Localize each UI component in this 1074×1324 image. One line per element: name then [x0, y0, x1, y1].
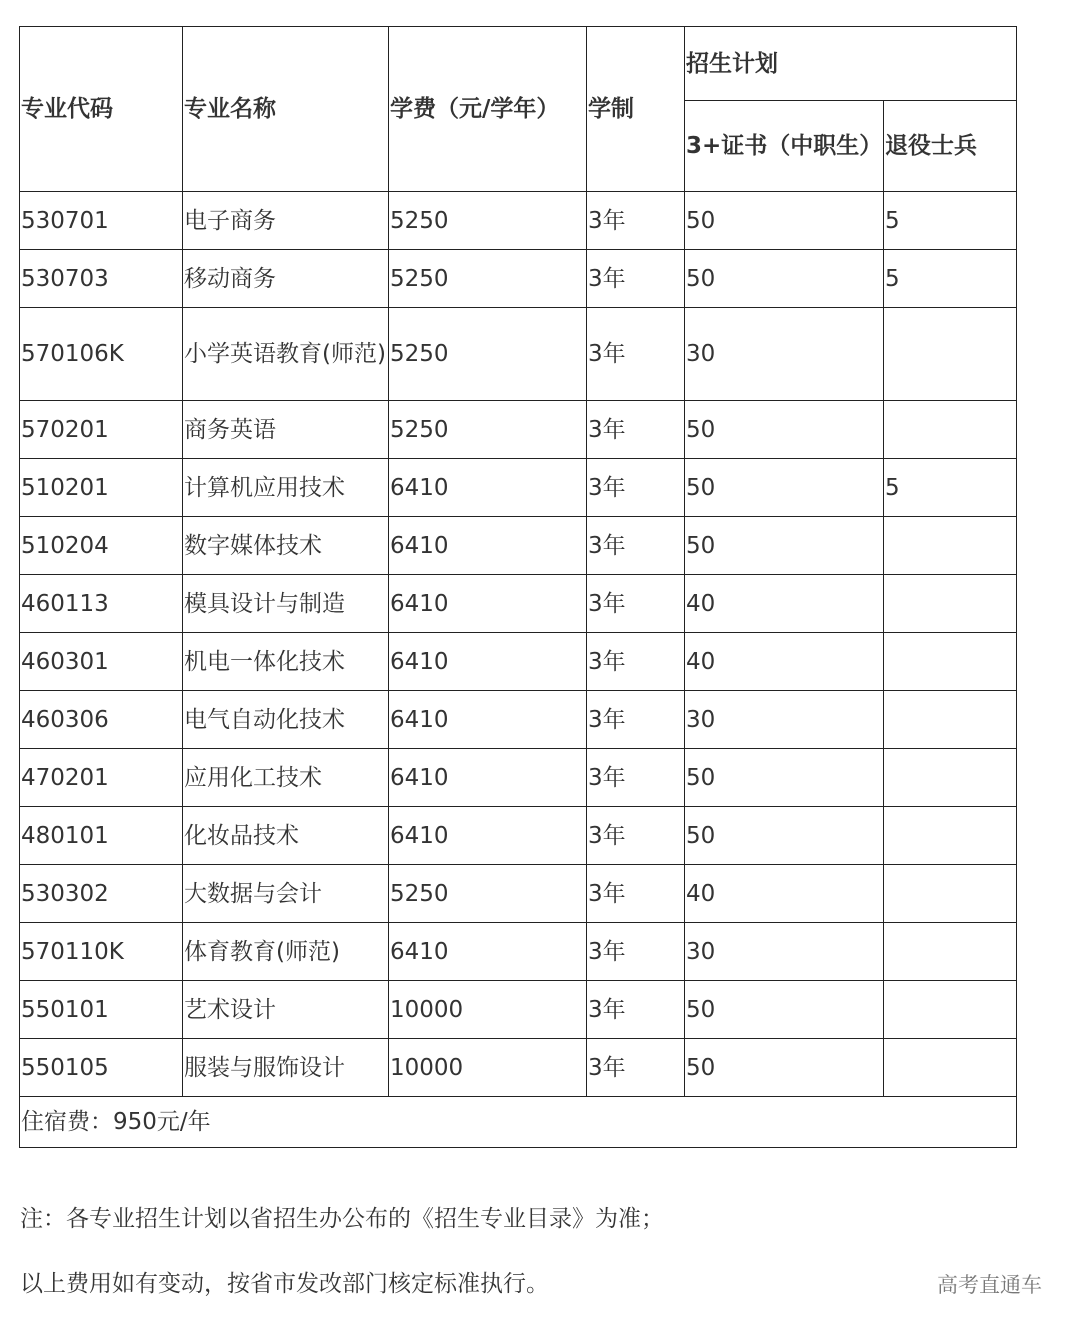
cell-fee: 5250: [389, 192, 587, 250]
cell-veteran: [884, 691, 1017, 749]
table-row: [20, 192, 1017, 250]
cell-veteran: [884, 633, 1017, 691]
cell-name: 艺术设计: [183, 981, 389, 1039]
table-row: [20, 308, 1017, 401]
cell-veteran: [884, 575, 1017, 633]
cell-vocational: 50: [685, 250, 884, 308]
header-duration: 学制: [587, 27, 685, 192]
cell-duration: 3年: [587, 923, 685, 981]
header-plan: 招生计划: [685, 27, 1017, 101]
cell-fee: 6410: [389, 691, 587, 749]
header-plan-vocational: 3+证书（中职生）: [685, 101, 884, 192]
cell-fee: 5250: [389, 865, 587, 923]
cell-code: 460306: [20, 691, 183, 749]
cell-code: 460113: [20, 575, 183, 633]
cell-name: 服装与服饰设计: [183, 1039, 389, 1097]
cell-name: 体育教育(师范): [183, 923, 389, 981]
cell-fee: 5250: [389, 308, 587, 401]
table-row: [20, 807, 1017, 865]
table-row: [20, 459, 1017, 517]
cell-veteran: [884, 981, 1017, 1039]
cell-name: 移动商务: [183, 250, 389, 308]
cell-vocational: 50: [685, 459, 884, 517]
cell-fee: 6410: [389, 633, 587, 691]
header-code: 专业代码: [20, 27, 183, 192]
cell-duration: 3年: [587, 575, 685, 633]
table-row: [20, 250, 1017, 308]
cell-fee: 6410: [389, 807, 587, 865]
cell-duration: 3年: [587, 459, 685, 517]
cell-duration: 3年: [587, 250, 685, 308]
cell-veteran: [884, 1039, 1017, 1097]
cell-code: 530302: [20, 865, 183, 923]
cell-duration: 3年: [587, 401, 685, 459]
cell-name: 机电一体化技术: [183, 633, 389, 691]
cell-duration: 3年: [587, 308, 685, 401]
cell-name: 化妆品技术: [183, 807, 389, 865]
header-name: 专业名称: [183, 27, 389, 192]
cell-veteran: [884, 865, 1017, 923]
cell-fee: 10000: [389, 981, 587, 1039]
cell-fee: 6410: [389, 923, 587, 981]
cell-vocational: 50: [685, 807, 884, 865]
cell-name: 电子商务: [183, 192, 389, 250]
cell-fee: 6410: [389, 459, 587, 517]
cell-veteran: [884, 749, 1017, 807]
cell-name: 应用化工技术: [183, 749, 389, 807]
cell-vocational: 50: [685, 517, 884, 575]
cell-code: 530703: [20, 250, 183, 308]
table-row: [20, 981, 1017, 1039]
cell-vocational: 50: [685, 981, 884, 1039]
cell-code: 570201: [20, 401, 183, 459]
cell-code: 470201: [20, 749, 183, 807]
cell-veteran: [884, 807, 1017, 865]
cell-code: 460301: [20, 633, 183, 691]
table-row: [20, 517, 1017, 575]
cell-veteran: [884, 923, 1017, 981]
cell-duration: 3年: [587, 633, 685, 691]
cell-name: 数字媒体技术: [183, 517, 389, 575]
table-row: [20, 749, 1017, 807]
cell-veteran: 5: [884, 192, 1017, 250]
cell-duration: 3年: [587, 807, 685, 865]
cell-fee: 6410: [389, 517, 587, 575]
cell-vocational: 30: [685, 691, 884, 749]
cell-code: 530701: [20, 192, 183, 250]
cell-name: 电气自动化技术: [183, 691, 389, 749]
cell-vocational: 40: [685, 865, 884, 923]
note-fee-change: 以上费用如有变动，按省市发改部门核定标准执行。: [20, 1271, 549, 1297]
cell-code: 510204: [20, 517, 183, 575]
cell-vocational: 50: [685, 749, 884, 807]
cell-veteran: [884, 517, 1017, 575]
cell-fee: 5250: [389, 250, 587, 308]
cell-vocational: 50: [685, 401, 884, 459]
cell-code: 480101: [20, 807, 183, 865]
cell-duration: 3年: [587, 517, 685, 575]
cell-name: 模具设计与制造: [183, 575, 389, 633]
table-row: [20, 865, 1017, 923]
table-body: [20, 192, 1017, 1097]
cell-duration: 3年: [587, 865, 685, 923]
cell-code: 550101: [20, 981, 183, 1039]
cell-code: 510201: [20, 459, 183, 517]
cell-fee: 10000: [389, 1039, 587, 1097]
cell-code: 570110K: [20, 923, 183, 981]
cell-vocational: 40: [685, 575, 884, 633]
table-row: [20, 633, 1017, 691]
cell-vocational: 40: [685, 633, 884, 691]
cell-duration: 3年: [587, 192, 685, 250]
cell-name: 小学英语教育(师范): [183, 308, 389, 401]
cell-name: 大数据与会计: [183, 865, 389, 923]
cell-fee: 6410: [389, 575, 587, 633]
table-row: [20, 691, 1017, 749]
cell-duration: 3年: [587, 749, 685, 807]
cell-vocational: 30: [685, 308, 884, 401]
table-row: [20, 575, 1017, 633]
cell-vocational: 50: [685, 1039, 884, 1097]
cell-code: 570106K: [20, 308, 183, 401]
cell-fee: 6410: [389, 749, 587, 807]
header-fee: 学费（元/学年）: [389, 27, 587, 192]
cell-name: 商务英语: [183, 401, 389, 459]
cell-duration: 3年: [587, 1039, 685, 1097]
note-enrollment-plan: 注：各专业招生计划以省招生办公布的《招生专业目录》为准；: [20, 1206, 664, 1232]
cell-vocational: 30: [685, 923, 884, 981]
table-row: [20, 401, 1017, 459]
cell-veteran: [884, 401, 1017, 459]
table-row: [20, 1039, 1017, 1097]
cell-fee: 5250: [389, 401, 587, 459]
cell-veteran: 5: [884, 459, 1017, 517]
cell-name: 计算机应用技术: [183, 459, 389, 517]
accommodation-fee: 住宿费：950元/年: [20, 1097, 1017, 1148]
table-row: [20, 923, 1017, 981]
watermark-text: 高考直通车: [937, 1273, 1042, 1297]
cell-code: 550105: [20, 1039, 183, 1097]
header-plan-veteran: 退役士兵: [884, 101, 1017, 192]
cell-duration: 3年: [587, 691, 685, 749]
cell-veteran: 5: [884, 250, 1017, 308]
cell-veteran: [884, 308, 1017, 401]
cell-duration: 3年: [587, 981, 685, 1039]
fee-table: [19, 26, 1017, 1148]
cell-vocational: 50: [685, 192, 884, 250]
